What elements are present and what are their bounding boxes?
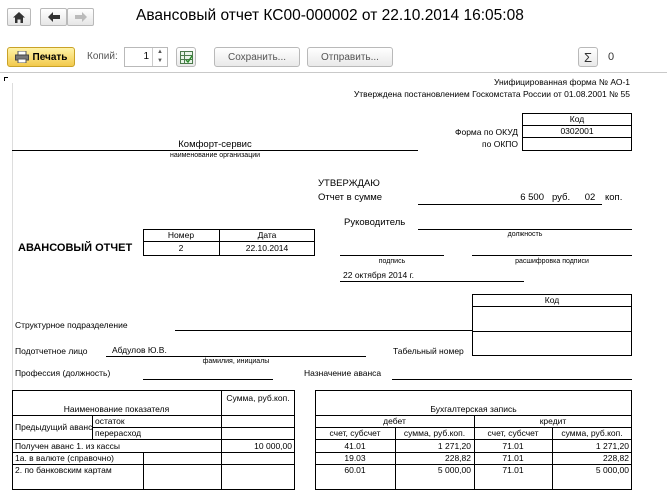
credit-sum: 1 271,20 bbox=[595, 441, 629, 451]
signature-caption: подпись bbox=[378, 258, 406, 265]
h-title: Бухгалтерская запись bbox=[430, 404, 517, 414]
row-label: Получен аванс 1. из кассы bbox=[15, 441, 120, 451]
preview-toggle-button[interactable] bbox=[176, 47, 196, 67]
decoding-caption: расшифровка подписи bbox=[515, 258, 589, 265]
copies-spinner[interactable]: ▲ ▼ bbox=[152, 48, 167, 66]
row-label: 1а. в валюте (справочно) bbox=[15, 453, 115, 463]
copies-label: Копий: bbox=[87, 51, 118, 62]
debit-account: 60.01 bbox=[344, 465, 366, 475]
h-acc: счет, субсчет bbox=[329, 428, 381, 438]
number-header: Номер bbox=[167, 230, 195, 240]
report-sum-rub: 6 500 bbox=[520, 192, 544, 203]
prev-rest: остаток bbox=[95, 416, 125, 426]
code-header: Код bbox=[569, 114, 585, 124]
back-button[interactable] bbox=[40, 8, 67, 26]
person-label: Подотчетное лицо bbox=[15, 346, 88, 356]
debit-sum: 5 000,00 bbox=[437, 465, 471, 475]
debit-sum: 228,82 bbox=[445, 453, 471, 463]
approve-date: 22 октября 2014 г. bbox=[343, 270, 415, 280]
struct-label: Структурное подразделение bbox=[15, 320, 128, 330]
h-name: Наименование показателя bbox=[63, 404, 170, 414]
home-button[interactable] bbox=[7, 8, 31, 26]
h-acc: счет, субсчет bbox=[487, 428, 539, 438]
credit-sum: 5 000,00 bbox=[595, 465, 629, 475]
approved-text: Утверждена постановлением Госкомстата России от 01.08.2001 № 55 bbox=[353, 89, 630, 99]
arrow-right-icon bbox=[75, 12, 87, 22]
row-value: 10 000,00 bbox=[254, 441, 292, 451]
person-caption: фамилия, инициалы bbox=[202, 358, 270, 365]
h-sum: сумма, руб.коп. bbox=[561, 428, 623, 438]
number-value: 2 bbox=[178, 243, 184, 253]
person-value: Абдулов Ю.В. bbox=[112, 345, 167, 355]
rub-label: руб. bbox=[552, 192, 571, 203]
date-header: Дата bbox=[257, 230, 277, 240]
code-header-2: Код bbox=[544, 295, 560, 305]
debit-sum: 1 271,20 bbox=[437, 441, 471, 451]
sum-value: 0 bbox=[608, 51, 615, 63]
copies-input[interactable] bbox=[124, 47, 168, 67]
credit-account: 71.01 bbox=[502, 441, 524, 451]
prev-label: Предыдущий аванс bbox=[15, 422, 93, 432]
debit-account: 41.01 bbox=[344, 441, 366, 451]
h-sum: сумма, руб.коп. bbox=[403, 428, 466, 438]
h-credit: кредит bbox=[539, 416, 567, 426]
credit-account: 71.01 bbox=[502, 465, 524, 475]
h-debit: дебет bbox=[383, 416, 406, 426]
h-sum: Сумма, руб.коп. bbox=[226, 393, 290, 403]
table-settings-icon bbox=[180, 51, 193, 64]
report-sum-label: Отчет в сумме bbox=[318, 192, 383, 203]
okud-label: Форма по ОКУД bbox=[455, 127, 518, 137]
corner-mark bbox=[4, 77, 8, 81]
credit-account: 71.01 bbox=[502, 453, 524, 463]
forward-button[interactable] bbox=[67, 8, 94, 26]
doc-title: АВАНСОВЫЙ ОТЧЕТ bbox=[18, 242, 133, 254]
arrow-left-icon bbox=[48, 12, 60, 22]
position-caption: должность bbox=[507, 231, 543, 238]
okud-value: 0302001 bbox=[560, 126, 594, 136]
credit-sum: 228,82 bbox=[603, 453, 629, 463]
send-button[interactable]: Отправить... bbox=[307, 47, 393, 67]
date-value: 22.10.2014 bbox=[245, 243, 289, 253]
window-title: Авансовый отчет КС00-000002 от 22.10.2014 16:05:08 bbox=[136, 7, 524, 24]
printer-icon bbox=[15, 51, 29, 63]
copies-value: 1 bbox=[143, 51, 149, 62]
debit-account: 19.03 bbox=[344, 453, 366, 463]
org-caption: наименование организации bbox=[169, 152, 261, 159]
org-name: Комфорт-сервис bbox=[178, 139, 252, 150]
head-label: Руководитель bbox=[344, 217, 406, 228]
row-label: 2. по банковским картам bbox=[15, 465, 112, 475]
form-name: Унифицированная форма № АО-1 bbox=[493, 77, 630, 87]
okpo-label: по ОКПО bbox=[482, 139, 518, 149]
kop-label: коп. bbox=[605, 192, 623, 203]
sigma-icon: Σ bbox=[583, 49, 593, 65]
purpose-label: Назначение аванса bbox=[304, 368, 382, 378]
tab-label: Табельный номер bbox=[393, 346, 464, 356]
report-sheet bbox=[0, 72, 667, 482]
prof-label: Профессия (должность) bbox=[15, 368, 111, 378]
home-icon bbox=[13, 12, 25, 23]
print-button[interactable] bbox=[7, 47, 75, 67]
sum-button[interactable] bbox=[578, 47, 598, 67]
print-label: Печать bbox=[32, 51, 68, 63]
report-sum-kop: 02 bbox=[584, 192, 596, 203]
prev-over: перерасход bbox=[95, 428, 142, 438]
save-button[interactable]: Сохранить... bbox=[214, 47, 300, 67]
approve-title: УТВЕРЖДАЮ bbox=[318, 178, 380, 189]
